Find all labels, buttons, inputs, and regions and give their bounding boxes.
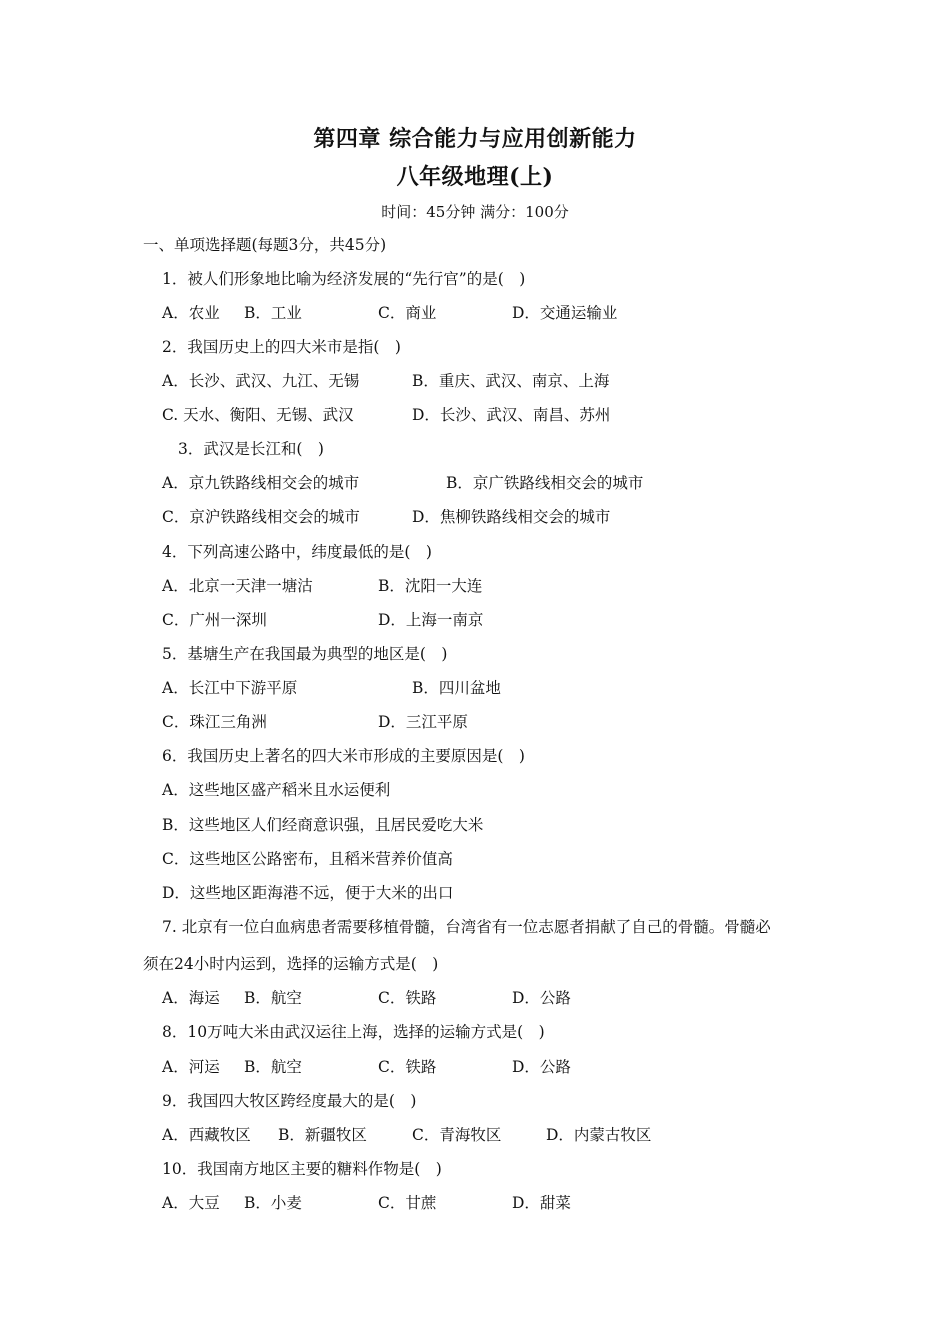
option-row	[162, 711, 862, 733]
question-stem-continued: 须在24小时内运到，选择的运输方式是( )	[143, 955, 439, 973]
page-title: 第四章 综合能力与应用创新能力	[313, 126, 637, 152]
option: A．海运	[162, 989, 220, 1007]
option: A．长江中下游平原	[162, 679, 298, 697]
option: C．青海牧区	[412, 1126, 502, 1144]
option: D．公路	[512, 1058, 571, 1076]
option: D．焦柳铁路线相交会的城市	[412, 508, 611, 526]
option: B．京广铁路线相交会的城市	[446, 474, 644, 492]
option: A．长沙、武汉、九江、无锡	[162, 372, 360, 390]
option-row	[162, 1192, 862, 1214]
option: D．上海一南京	[378, 611, 484, 629]
option: C．铁路	[378, 1058, 437, 1076]
option-row	[162, 575, 862, 597]
option: C. 天水、衡阳、无锡、武汉	[162, 406, 354, 424]
option: B．工业	[244, 304, 302, 322]
option: B．沈阳一大连	[378, 577, 483, 595]
option: A．京九铁路线相交会的城市	[162, 474, 360, 492]
option-row	[162, 987, 862, 1009]
question-stem: 1．被人们形象地比喻为经济发展的“先行官”的是( )	[162, 270, 526, 288]
option: D．甜菜	[512, 1194, 571, 1212]
option-row	[162, 302, 862, 324]
option: A．农业	[162, 304, 220, 322]
option: C．广州一深圳	[162, 611, 267, 629]
option: B．小麦	[244, 1194, 302, 1212]
option: D．三江平原	[378, 713, 468, 731]
option-row	[162, 506, 862, 528]
option-row	[162, 370, 862, 392]
question-stem: 7. 北京有一位白血病患者需要移植骨髓，台湾省有一位志愿者捐献了自己的骨髓。骨髓必	[162, 918, 771, 936]
option: B．新疆牧区	[278, 1126, 367, 1144]
question-stem: 6．我国历史上著名的四大米市形成的主要原因是( )	[162, 747, 525, 765]
option-row	[162, 1124, 862, 1146]
option: B．这些地区人们经商意识强，且居民爱吃大米	[162, 816, 484, 834]
option: A．北京一天津一塘沽	[162, 577, 313, 595]
option-row	[162, 1056, 862, 1078]
option: C．珠江三角洲	[162, 713, 267, 731]
option: A．河运	[162, 1058, 220, 1076]
option: B．四川盆地	[412, 679, 501, 697]
page-subtitle: 八年级地理(上)	[396, 164, 554, 190]
option-row	[162, 404, 862, 426]
section-heading: 一、单项选择题(每题3分，共45分)	[143, 236, 387, 254]
option: B．航空	[244, 1058, 302, 1076]
option-row	[162, 609, 862, 631]
question-stem: 10．我国南方地区主要的糖料作物是( )	[162, 1160, 442, 1178]
question-stem: 9．我国四大牧区跨经度最大的是( )	[162, 1092, 417, 1110]
option: B．航空	[244, 989, 302, 1007]
question-stem: 5．基塘生产在我国最为典型的地区是( )	[162, 645, 448, 663]
option: D．这些地区距海港不远，便于大米的出口	[162, 884, 454, 902]
option: C．这些地区公路密布，且稻米营养价值高	[162, 850, 453, 868]
option: A．西藏牧区	[162, 1126, 251, 1144]
option: A．这些地区盛产稻米且水运便利	[162, 781, 391, 799]
option: D．公路	[512, 989, 571, 1007]
question-stem: 3．武汉是长江和( )	[178, 440, 324, 458]
exam-meta: 时间：45分钟 满分：100分	[381, 203, 569, 221]
option: D．交通运输业	[512, 304, 618, 322]
option: D．内蒙古牧区	[546, 1126, 652, 1144]
question-stem: 2．我国历史上的四大米市是指( )	[162, 338, 401, 356]
question-stem: 4．下列高速公路中，纬度最低的是( )	[162, 543, 432, 561]
option: C．商业	[378, 304, 437, 322]
option: C．铁路	[378, 989, 437, 1007]
option: C．甘蔗	[378, 1194, 437, 1212]
option-row	[162, 677, 862, 699]
question-stem: 8．10万吨大米由武汉运往上海，选择的运输方式是( )	[162, 1023, 545, 1041]
option-row	[162, 472, 862, 494]
option: D．长沙、武汉、南昌、苏州	[412, 406, 611, 424]
option: B．重庆、武汉、南京、上海	[412, 372, 610, 390]
option: A．大豆	[162, 1194, 220, 1212]
option: C．京沪铁路线相交会的城市	[162, 508, 360, 526]
